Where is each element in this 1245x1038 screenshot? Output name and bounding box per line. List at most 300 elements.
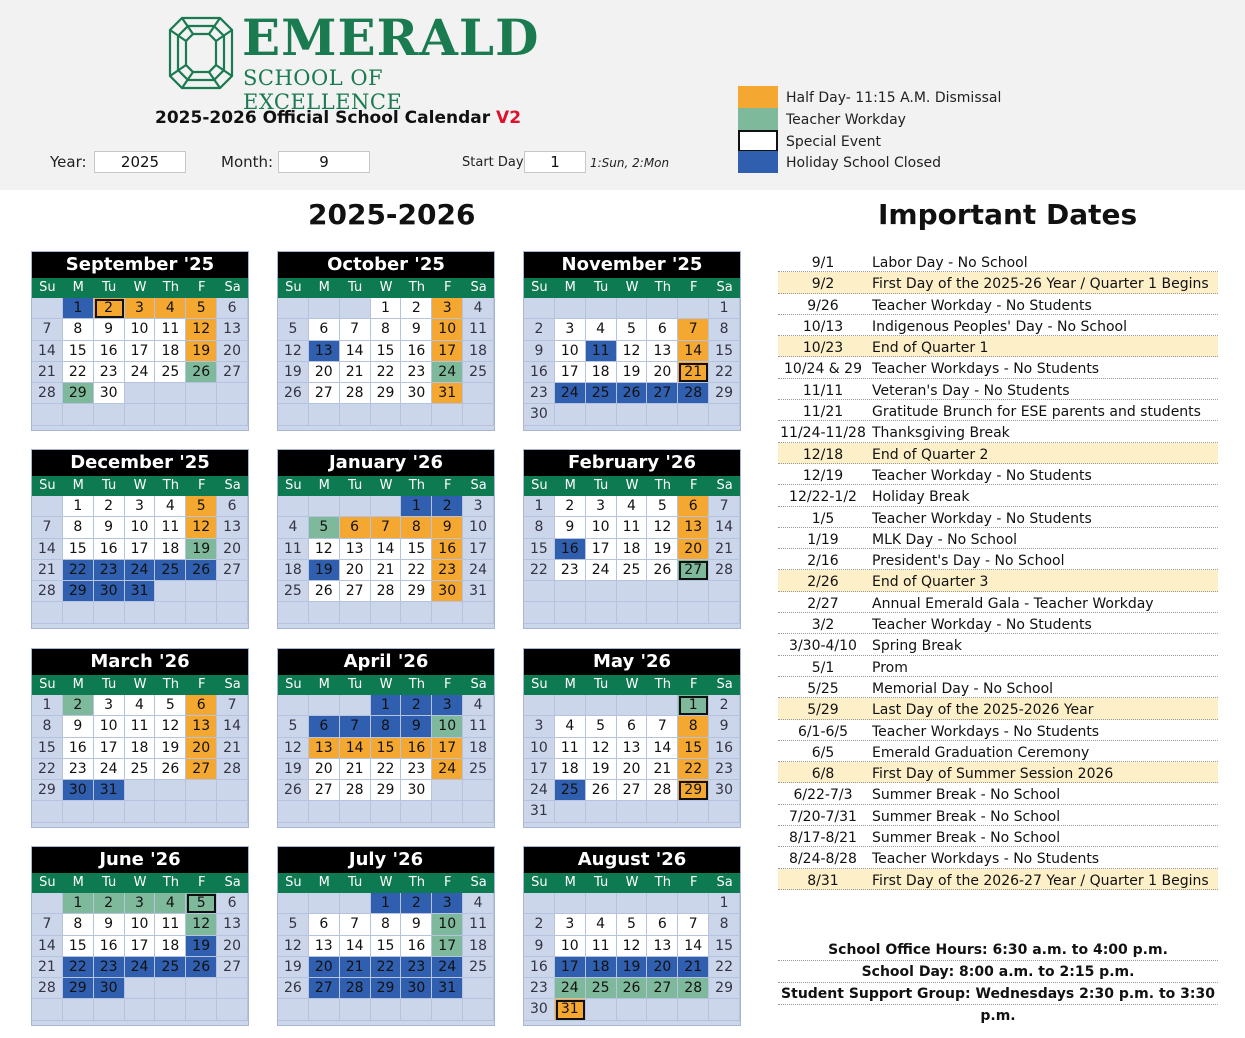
empty-cell <box>186 581 217 602</box>
month-title: March '26 <box>32 649 248 675</box>
day-cell: 14 <box>32 341 63 362</box>
day-cell: 14 <box>371 539 402 560</box>
weekday-label: W <box>133 875 147 890</box>
day-cell: 29 <box>401 581 432 602</box>
day-cell: 23 <box>401 957 432 978</box>
day-cell: 3 <box>94 695 125 716</box>
day-cell: 23 <box>524 978 555 999</box>
day-cell: 17 <box>432 341 463 362</box>
important-date-event: Last Day of the 2025-2026 Year <box>872 702 1094 719</box>
empty-cell <box>309 602 340 623</box>
day-cell: 9 <box>709 716 740 737</box>
day-cell: 1 <box>63 893 94 914</box>
day-grid <box>32 695 248 823</box>
weekday-label: F <box>197 280 206 295</box>
month-title: May '26 <box>524 649 740 675</box>
empty-cell <box>555 298 586 319</box>
empty-cell <box>217 581 248 602</box>
day-cell: 5 <box>586 716 617 737</box>
empty-cell <box>524 893 555 914</box>
empty-cell <box>371 404 402 425</box>
day-cell: 14 <box>32 539 63 560</box>
day-cell: 3 <box>432 298 463 319</box>
empty-cell <box>63 801 94 822</box>
weekday-label: Th <box>408 875 425 890</box>
empty-cell <box>32 893 63 914</box>
empty-cell <box>63 404 94 425</box>
logo-subtitle: SCHOOL OF EXCELLENCE <box>243 66 403 114</box>
day-cell: 4 <box>155 496 186 517</box>
day-cell: 11 <box>586 936 617 957</box>
empty-cell <box>186 801 217 822</box>
empty-cell <box>555 801 586 822</box>
weekday-label: W <box>625 875 639 890</box>
weekday-label: F <box>443 677 452 692</box>
important-date: 1/5 <box>811 510 835 527</box>
day-cell: 5 <box>278 319 309 340</box>
important-date-row <box>778 507 1218 528</box>
important-date: 6/8 <box>811 766 835 783</box>
day-cell: 12 <box>186 319 217 340</box>
important-date-row <box>778 847 1218 868</box>
day-cell: 18 <box>463 738 494 759</box>
day-cell: 23 <box>555 560 586 581</box>
day-cell: 28 <box>371 581 402 602</box>
day-cell: 25 <box>155 560 186 581</box>
day-cell: 30 <box>524 999 555 1020</box>
month-calendar <box>31 648 249 828</box>
legend-swatch-teacher-workday <box>738 108 778 130</box>
weekday-label: F <box>197 875 206 890</box>
day-cell: 10 <box>432 319 463 340</box>
empty-cell <box>94 404 125 425</box>
day-cell: 12 <box>617 341 648 362</box>
day-cell: 9 <box>524 341 555 362</box>
empty-cell <box>186 383 217 404</box>
day-cell: 26 <box>586 780 617 801</box>
calendar-year-heading: 2025-2026 <box>308 198 476 231</box>
empty-cell <box>340 496 371 517</box>
day-cell: 13 <box>186 716 217 737</box>
weekday-label: Th <box>162 478 179 493</box>
day-cell: 24 <box>555 978 586 999</box>
day-grid <box>278 298 494 426</box>
empty-cell <box>371 602 402 623</box>
day-grid <box>524 893 740 1021</box>
weekday-label: F <box>689 478 698 493</box>
important-date-row <box>778 869 1218 890</box>
important-date-event: Teacher Workdays - No Students <box>872 851 1100 868</box>
day-cell: 12 <box>186 517 217 538</box>
day-cell: 8 <box>524 517 555 538</box>
legend-label: Special Event <box>786 134 881 150</box>
empty-cell <box>94 999 125 1020</box>
empty-cell <box>432 780 463 801</box>
day-cell: 5 <box>186 298 217 319</box>
day-cell: 27 <box>617 780 648 801</box>
day-cell: 25 <box>155 957 186 978</box>
day-cell: 20 <box>647 957 678 978</box>
important-date: 12/19 <box>802 467 844 484</box>
empty-cell <box>63 602 94 623</box>
day-cell: 21 <box>32 362 63 383</box>
important-date: 8/31 <box>807 872 839 889</box>
day-cell: 27 <box>186 759 217 780</box>
day-cell: 30 <box>401 780 432 801</box>
empty-cell <box>678 801 709 822</box>
day-cell: 22 <box>709 957 740 978</box>
month-calendar <box>523 648 741 828</box>
school-day-hours: School Day: 8:00 a.m. to 2:15 p.m. <box>778 961 1218 983</box>
weekday-label: Th <box>162 677 179 692</box>
day-cell: 16 <box>94 936 125 957</box>
empty-cell <box>32 999 63 1020</box>
empty-cell <box>155 801 186 822</box>
day-cell: 25 <box>463 759 494 780</box>
month-input[interactable]: 9 <box>278 151 370 173</box>
day-cell: 17 <box>555 362 586 383</box>
month-calendar <box>523 846 741 1026</box>
day-cell: 25 <box>463 957 494 978</box>
day-cell: 15 <box>371 738 402 759</box>
day-cell: 2 <box>401 893 432 914</box>
day-cell: 16 <box>524 362 555 383</box>
important-date-row <box>778 251 1218 272</box>
day-cell: 12 <box>309 539 340 560</box>
important-date-row <box>778 720 1218 741</box>
weekday-label: W <box>133 677 147 692</box>
empty-cell <box>678 404 709 425</box>
day-cell: 10 <box>125 319 156 340</box>
day-cell: 16 <box>524 957 555 978</box>
day-cell: 24 <box>524 780 555 801</box>
important-date-event: Labor Day - No School <box>872 255 1028 271</box>
day-cell: 29 <box>709 383 740 404</box>
start-day-input[interactable]: 1 <box>524 151 586 173</box>
month-label: Month: <box>221 153 274 171</box>
empty-cell <box>524 298 555 319</box>
day-cell: 18 <box>463 936 494 957</box>
weekday-label: M <box>72 875 84 890</box>
empty-cell <box>125 780 156 801</box>
day-cell: 5 <box>309 517 340 538</box>
empty-cell <box>678 999 709 1020</box>
empty-cell <box>32 801 63 822</box>
empty-cell <box>278 298 309 319</box>
day-cell: 30 <box>63 780 94 801</box>
day-cell: 5 <box>278 914 309 935</box>
office-hours: School Office Hours: 6:30 a.m. to 4:00 p.m. <box>778 939 1218 961</box>
day-cell: 18 <box>155 341 186 362</box>
day-cell: 19 <box>278 362 309 383</box>
day-cell: 8 <box>63 914 94 935</box>
day-cell: 8 <box>709 914 740 935</box>
empty-cell <box>309 893 340 914</box>
day-cell: 17 <box>432 936 463 957</box>
important-date: 6/1-6/5 <box>797 723 849 740</box>
weekday-label: Su <box>285 280 302 295</box>
day-cell: 17 <box>125 341 156 362</box>
important-date-event: First Day of Summer Session 2026 <box>872 766 1114 783</box>
day-cell: 20 <box>678 539 709 560</box>
day-cell: 3 <box>555 319 586 340</box>
day-cell: 30 <box>401 978 432 999</box>
weekday-label: F <box>443 875 452 890</box>
important-date-event: Summer Break - No School <box>872 787 1061 804</box>
empty-cell <box>432 602 463 623</box>
day-cell: 22 <box>524 560 555 581</box>
weekday-label: Su <box>39 677 56 692</box>
weekday-label: Sa <box>470 280 487 295</box>
day-cell: 21 <box>340 759 371 780</box>
important-date-row <box>778 528 1218 549</box>
day-cell: 8 <box>678 716 709 737</box>
day-cell: 11 <box>155 517 186 538</box>
day-cell: 12 <box>278 341 309 362</box>
day-cell: 11 <box>463 716 494 737</box>
day-cell: 18 <box>555 759 586 780</box>
day-cell: 18 <box>125 738 156 759</box>
weekday-label: Th <box>408 478 425 493</box>
day-cell: 13 <box>678 517 709 538</box>
weekday-label: Sa <box>224 478 241 493</box>
day-cell: 22 <box>63 957 94 978</box>
legend-swatch-half-day <box>738 86 778 108</box>
day-cell: 4 <box>155 893 186 914</box>
day-cell: 25 <box>586 978 617 999</box>
empty-cell <box>94 602 125 623</box>
day-cell: 12 <box>586 738 617 759</box>
weekday-label: F <box>443 478 452 493</box>
empty-cell <box>340 602 371 623</box>
month-calendar <box>31 846 249 1026</box>
start-day-hint: 1:Sun, 2:Mon <box>590 156 670 170</box>
day-cell: 7 <box>32 319 63 340</box>
important-date: 3/30-4/10 <box>789 638 857 655</box>
day-cell: 23 <box>94 560 125 581</box>
empty-cell <box>586 893 617 914</box>
important-date-event: End of Quarter 3 <box>872 574 989 591</box>
important-date-row <box>778 826 1218 847</box>
day-cell: 7 <box>217 695 248 716</box>
day-cell: 16 <box>432 539 463 560</box>
day-cell: 25 <box>617 560 648 581</box>
important-date-event: Gratitude Brunch for ESE parents and students <box>872 404 1201 421</box>
important-date-event: Teacher Workdays - No Students <box>872 361 1100 378</box>
calendar-title <box>155 108 521 128</box>
logo-title: EMERALD <box>242 8 540 67</box>
empty-cell <box>463 780 494 801</box>
day-cell: 24 <box>432 957 463 978</box>
day-cell: 10 <box>555 341 586 362</box>
empty-cell <box>217 780 248 801</box>
important-date-row <box>778 485 1218 506</box>
day-cell: 2 <box>401 695 432 716</box>
empty-cell <box>709 602 740 623</box>
day-cell: 14 <box>647 738 678 759</box>
day-cell: 19 <box>278 759 309 780</box>
day-cell: 19 <box>186 341 217 362</box>
day-cell: 20 <box>309 362 340 383</box>
weekday-header <box>278 873 494 893</box>
day-cell: 9 <box>555 517 586 538</box>
weekday-label: Tu <box>594 478 609 493</box>
weekday-label: W <box>133 280 147 295</box>
weekday-label: Su <box>531 478 548 493</box>
day-cell: 24 <box>432 362 463 383</box>
empty-cell <box>309 496 340 517</box>
day-cell: 21 <box>678 957 709 978</box>
empty-cell <box>463 999 494 1020</box>
month-title: September '25 <box>32 252 248 278</box>
day-cell: 23 <box>432 560 463 581</box>
day-cell: 5 <box>186 496 217 517</box>
day-cell: 4 <box>463 695 494 716</box>
day-cell: 4 <box>463 893 494 914</box>
day-cell: 16 <box>63 738 94 759</box>
day-cell: 19 <box>617 957 648 978</box>
day-cell: 7 <box>32 914 63 935</box>
day-cell: 8 <box>371 319 402 340</box>
legend-swatch-holiday <box>738 151 778 173</box>
day-grid <box>32 298 248 426</box>
day-cell: 15 <box>371 341 402 362</box>
day-cell: 13 <box>309 936 340 957</box>
day-cell: 11 <box>617 517 648 538</box>
weekday-label: Su <box>39 280 56 295</box>
year-input[interactable]: 2025 <box>94 151 186 173</box>
day-cell: 9 <box>401 319 432 340</box>
empty-cell <box>309 404 340 425</box>
important-date-event: Teacher Workday - No Students <box>872 617 1092 634</box>
empty-cell <box>278 695 309 716</box>
important-date-event: Spring Break <box>872 638 962 655</box>
empty-cell <box>125 602 156 623</box>
empty-cell <box>340 695 371 716</box>
month-calendar <box>277 846 495 1026</box>
day-cell: 21 <box>371 560 402 581</box>
day-cell: 25 <box>125 759 156 780</box>
weekday-label: Tu <box>348 875 363 890</box>
important-date-row <box>778 315 1218 336</box>
day-cell: 12 <box>155 716 186 737</box>
weekday-label: M <box>318 280 330 295</box>
month-calendar <box>31 449 249 629</box>
weekday-label: Tu <box>348 677 363 692</box>
day-cell: 10 <box>125 517 156 538</box>
day-cell: 30 <box>709 780 740 801</box>
empty-cell <box>32 404 63 425</box>
important-date: 11/11 <box>802 382 844 399</box>
day-cell: 17 <box>125 936 156 957</box>
day-cell: 3 <box>125 496 156 517</box>
day-cell: 12 <box>186 914 217 935</box>
important-date: 7/20-7/31 <box>789 808 857 825</box>
weekday-label: Tu <box>102 677 117 692</box>
important-date-event: End of Quarter 2 <box>872 446 989 463</box>
day-cell: 26 <box>617 383 648 404</box>
day-cell: 23 <box>63 759 94 780</box>
day-cell: 19 <box>186 936 217 957</box>
important-date-event: Thanksgiving Break <box>872 425 1010 442</box>
empty-cell <box>309 801 340 822</box>
day-cell: 18 <box>155 936 186 957</box>
important-date-row <box>778 762 1218 783</box>
day-cell: 24 <box>463 560 494 581</box>
important-date-event: Summer Break - No School <box>872 830 1061 847</box>
weekday-label: M <box>318 478 330 493</box>
day-cell: 6 <box>217 298 248 319</box>
empty-cell <box>125 978 156 999</box>
empty-cell <box>278 404 309 425</box>
day-cell: 13 <box>647 341 678 362</box>
weekday-header <box>524 675 740 695</box>
important-date-event: Teacher Workdays - No Students <box>872 723 1100 740</box>
empty-cell <box>125 999 156 1020</box>
important-date-event: Annual Emerald Gala - Teacher Workday <box>872 595 1154 612</box>
weekday-label: Sa <box>224 280 241 295</box>
weekday-header <box>32 476 248 496</box>
empty-cell <box>555 893 586 914</box>
day-cell: 26 <box>617 978 648 999</box>
calendar-version: V2 <box>496 108 522 128</box>
empty-cell <box>524 602 555 623</box>
day-cell: 29 <box>678 780 709 801</box>
weekday-label: W <box>625 677 639 692</box>
empty-cell <box>371 999 402 1020</box>
day-cell: 20 <box>340 560 371 581</box>
weekday-label: F <box>197 478 206 493</box>
day-cell: 22 <box>371 957 402 978</box>
day-cell: 28 <box>647 780 678 801</box>
day-cell: 20 <box>309 957 340 978</box>
day-cell: 22 <box>63 560 94 581</box>
day-cell: 6 <box>217 496 248 517</box>
day-cell: 16 <box>401 738 432 759</box>
start-day-label: Start Day <box>462 155 524 170</box>
important-date: 8/24-8/28 <box>789 851 857 868</box>
day-cell: 10 <box>586 517 617 538</box>
important-date-event: Teacher Workday - No Students <box>872 467 1092 484</box>
day-cell: 28 <box>32 383 63 404</box>
day-cell: 12 <box>617 936 648 957</box>
day-cell: 3 <box>586 496 617 517</box>
school-logo <box>168 8 543 114</box>
day-cell: 28 <box>340 978 371 999</box>
day-cell: 25 <box>155 362 186 383</box>
day-cell: 29 <box>63 383 94 404</box>
empty-cell <box>617 581 648 602</box>
day-cell: 17 <box>555 957 586 978</box>
day-cell: 2 <box>524 319 555 340</box>
day-cell: 31 <box>94 780 125 801</box>
empty-cell <box>63 999 94 1020</box>
day-cell: 1 <box>63 298 94 319</box>
empty-cell <box>463 602 494 623</box>
important-date-row <box>778 592 1218 613</box>
day-cell: 23 <box>524 383 555 404</box>
day-cell: 1 <box>709 298 740 319</box>
empty-cell <box>278 602 309 623</box>
empty-cell <box>463 978 494 999</box>
empty-cell <box>309 695 340 716</box>
day-cell: 23 <box>401 362 432 383</box>
important-date-row <box>778 400 1218 421</box>
day-cell: 16 <box>401 936 432 957</box>
weekday-label: Sa <box>716 677 733 692</box>
month-title: January '26 <box>278 450 494 476</box>
important-date: 12/18 <box>802 446 844 463</box>
